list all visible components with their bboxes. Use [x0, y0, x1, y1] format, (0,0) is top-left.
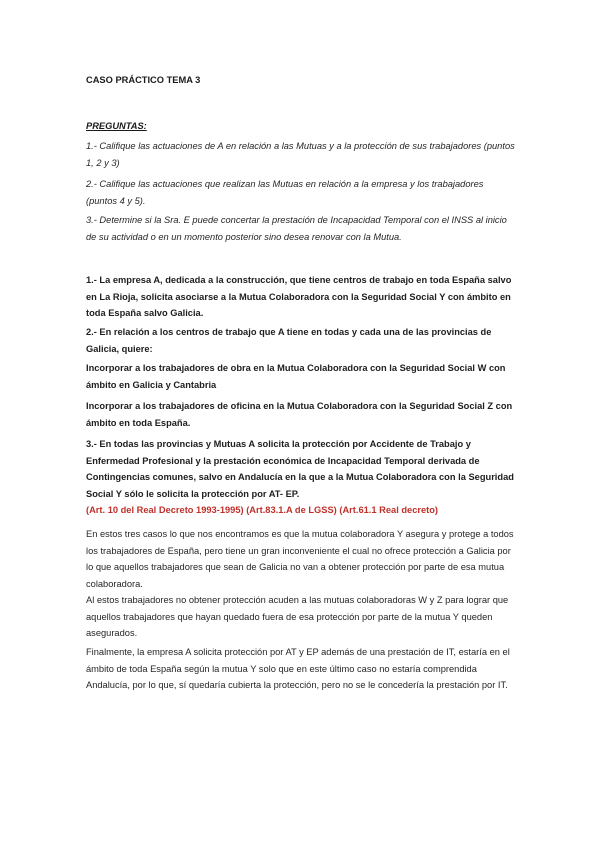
fact-1: 1.- La empresa A, dedicada a la construcción, que tiene centros de trabajo en toda España salvo en La Rioja, solicita asociarse a la Mutua Colaboradora con la Seguridad Social Y con ámbito en toda España salvo Galicia. — [86, 275, 512, 318]
fact-2-oficina: Incorporar a los trabajadores de oficina en la Mutua Colaboradora con la Seguridad Social Z con ámbito en toda España. — [86, 401, 513, 428]
fact-2: 2.- En relación a los centros de trabajo que A tiene en todas y cada una de las provincias de Galicia, quiere: — [86, 327, 492, 354]
preguntas-heading: PREGUNTAS: — [86, 121, 147, 131]
document-title: CASO PRÁCTICO TEMA 3 — [86, 75, 201, 85]
fact-3: 3.- En todas las provincias y Mutuas A solicita la protección por Accidente de Trabajo y Enfermedad Profesional y la prestación económica de Incapacidad Temporal derivada de Contingencias comunes, salvo en Andalucía en la que a la Mutua Colaboradora con la Seguridad Social Y sólo le solicita la protección por AT- EP. — [86, 439, 514, 499]
question-1: 1.- Califique las actuaciones de A en relación a las Mutuas y a la protección de sus trabajadores (puntos 1, 2 y 3) — [86, 141, 515, 168]
answer-2: Al estos trabajadores no obtener protección acuden a las mutuas colaboradoras W y Z para lograr que aquellos trabajadores que hayan quedado fuera de esa protección por parte de la mutua Y queden asegurados. — [86, 595, 509, 638]
answer-1: En estos tres casos lo que nos encontramos es que la mutua colaboradora Y asegura y protege a todos los trabajadores de España, pero tiene un gran inconveniente el cual no ofrece protección a Galicia por lo que aquellos trabajadores que sean de Galicia no van a obtener protección por parte de esa mutua colaboradora. — [86, 529, 514, 589]
answer-3: Finalmente, la empresa A solicita protección por AT y EP además de una prestación de IT, estaría en el ámbito de toda España según la mutua Y solo que en este último caso no estaría comprendida Andalucía, por lo que, sí quedaría cubierta la protección, pero no se le concedería la prestación por IT. — [86, 647, 510, 690]
legal-references: (Art. 10 del Real Decreto 1993-1995) (Art.83.1.A de LGSS) (Art.61.1 Real decreto) — [86, 505, 439, 515]
question-2: 2.- Califique las actuaciones que realizan las Mutuas en relación a la empresa y los trabajadores (puntos 4 y 5). — [86, 179, 484, 206]
fact-2-obra: Incorporar a los trabajadores de obra en la Mutua Colaboradora con la Seguridad Social W con ámbito en Galicia y Cantabria — [86, 363, 506, 390]
question-3: 3.- Determine si la Sra. E puede concertar la prestación de Incapacidad Temporal con el INSS al inicio de su actividad o en un momento posterior sino desea renovar con la Mutua. — [86, 215, 507, 242]
